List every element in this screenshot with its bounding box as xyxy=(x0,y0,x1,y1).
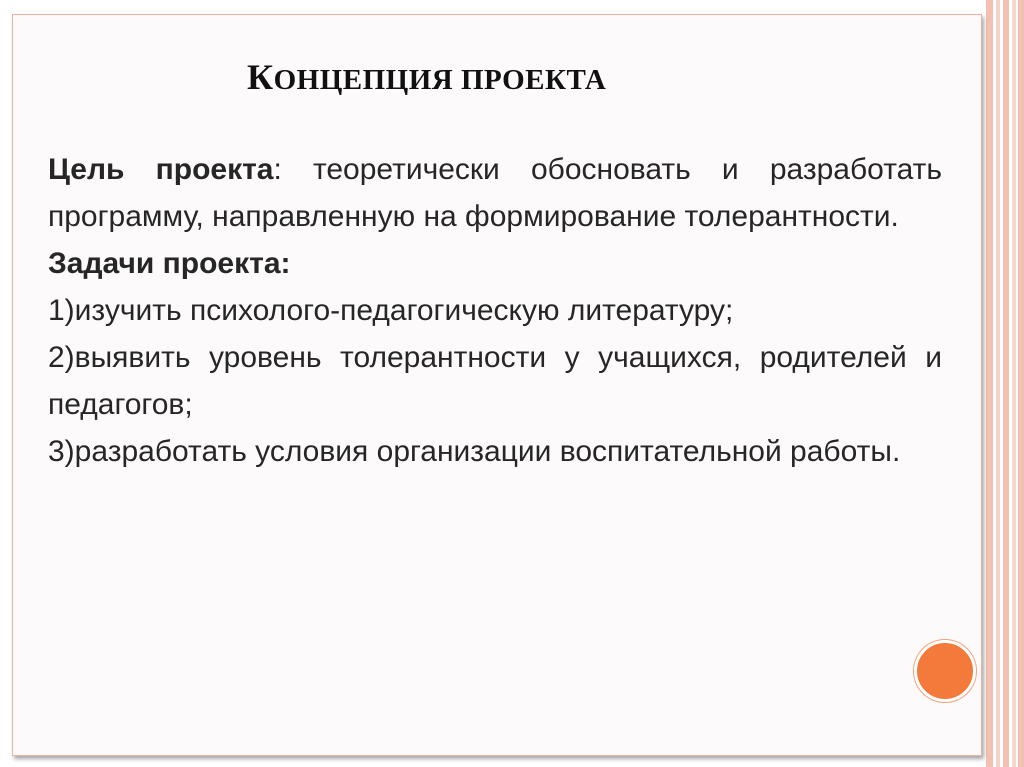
decor-stripe xyxy=(1003,0,1009,767)
goal-text: теоретически обосновать и разработать программу, направленную на формирование толерантности. xyxy=(48,153,942,233)
goal-colon: : xyxy=(273,153,282,186)
slide-title xyxy=(247,56,747,98)
decor-stripe xyxy=(1018,0,1024,767)
title-initial: К xyxy=(247,57,274,97)
decor-stripe xyxy=(986,0,993,767)
goal-paragraph xyxy=(48,146,942,240)
task-item-2: 2)выявить уровень толерантности у учащихся, родителей и педагогов; xyxy=(48,341,942,421)
tasks-heading: Задачи проекта: xyxy=(48,247,291,280)
decor-stripe xyxy=(1012,0,1016,767)
goal-label: Цель проекта xyxy=(48,153,274,186)
decor-stripe xyxy=(996,0,1000,767)
task-item-3: 3)разработать условия организации воспитательной работы. xyxy=(48,435,901,468)
slide-body xyxy=(48,146,942,475)
title-word-1: ОНЦЕПЦИЯ xyxy=(273,64,461,96)
decor-circle xyxy=(914,640,976,702)
title-word-2: ПРОЕКТА xyxy=(461,64,607,96)
task-item-1: 1)изучить психолого-педагогическую литературу; xyxy=(48,294,734,327)
